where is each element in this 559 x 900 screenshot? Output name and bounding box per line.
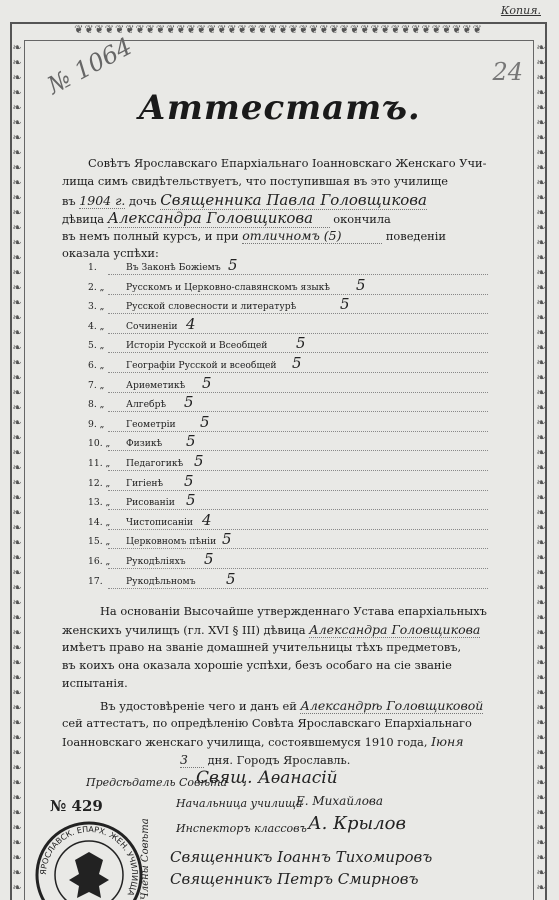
subject-row [88, 517, 193, 528]
subject-name: Рисованіи [126, 497, 175, 509]
student-name-2: Александра Головщикова [309, 622, 481, 637]
subject-dotted-line [108, 313, 488, 314]
subject-name: Ариѳметикѣ [126, 379, 186, 391]
member-1-signature: Священникъ Іоаннъ Тихомировъ [170, 848, 433, 866]
eagle-emblem-icon [69, 852, 109, 898]
subject-grade: 5 [184, 471, 194, 490]
subject-name: Церковномъ пѣніи [126, 536, 217, 548]
subject-row [88, 458, 183, 469]
intro-line-4: дѣвица Александра Головщикова окончила [62, 209, 391, 227]
subject-dotted-line [108, 372, 488, 373]
subject-name: Исторіи Русской и Всеобщей [126, 340, 268, 352]
subject-number: 14. „ [88, 516, 111, 528]
subject-row [88, 576, 196, 587]
subject-name: Рукодѣліяхъ [126, 556, 186, 567]
chairman-label: Предсѣдатель Совѣта [86, 776, 228, 789]
subject-number: 3. „ [88, 301, 105, 313]
subject-number: 6. „ [88, 360, 105, 371]
subject-grade: 5 [186, 491, 196, 510]
subject-number: 9. „ [88, 418, 105, 430]
chairman-signature: Свящ. Аѳанасій [196, 768, 338, 788]
subject-dotted-line [108, 294, 488, 295]
subject-row [88, 438, 162, 449]
subject-row [88, 321, 178, 332]
subject-name: Педагогикѣ [126, 458, 184, 469]
ornamental-border-left: ❧❧❧❧❧❧❧❧❧❧❧❧❧❧❧❧❧❧❧❧❧❧❧❧❧❧❧❧❧❧❧❧❧❧❧❧❧❧❧❧❧❧❧❧❧❧❧❧❧❧❧❧❧❧❧❧❧ [12, 41, 22, 894]
subject-dotted-line [108, 490, 488, 491]
subject-grade: 5 [222, 530, 232, 549]
basis-line-2: женскихъ училищъ (гл. XVI § III) дѣвица Александра Головщикова [62, 622, 481, 637]
register-number: № 429 [50, 797, 103, 815]
subject-grade: 4 [186, 314, 196, 333]
basis-line-5: испытанія. [62, 676, 128, 690]
subject-dotted-line [108, 509, 488, 510]
subject-name: Гигіенѣ [126, 477, 164, 489]
subject-grade: 5 [194, 452, 204, 470]
subject-grade: 5 [292, 354, 302, 372]
ornamental-border-right: ❧❧❧❧❧❧❧❧❧❧❧❧❧❧❧❧❧❧❧❧❧❧❧❧❧❧❧❧❧❧❧❧❧❧❧❧❧❧❧❧❧❧❧❧❧❧❧❧❧❧❧❧❧❧❧❧❧ [536, 41, 546, 894]
subject-row [88, 380, 185, 391]
archive-stamp-number: № 1064 [42, 32, 137, 100]
archive-corner-note: Копия. [500, 4, 541, 17]
subject-row [88, 497, 175, 508]
subject-number: 4. „ [88, 320, 105, 332]
subject-dotted-line [108, 431, 488, 432]
subject-grade: 5 [296, 334, 306, 353]
subject-name: Алгебрѣ [126, 399, 166, 411]
subject-row [88, 478, 163, 489]
inspector-label: Инспекторъ классовъ [176, 822, 307, 835]
subject-name: Въ Законѣ Божіемъ [126, 262, 221, 273]
subject-dotted-line [108, 548, 488, 549]
subject-row [88, 556, 186, 567]
student-name-3: Александрѣ Головщиковой [300, 698, 484, 713]
subject-grade: 5 [200, 412, 210, 431]
intro-line-2: лища симъ свидѣтельствуетъ, что поступившая въ это училище [62, 174, 448, 188]
subject-grade: 5 [356, 275, 366, 294]
subject-name: Геометріи [126, 418, 176, 430]
subject-name: Сочиненіи [126, 320, 178, 332]
head-label: Начальница училища [176, 797, 303, 810]
subject-grade: 4 [202, 510, 212, 529]
subject-number: 13. „ [88, 497, 111, 509]
subject-name: Физикѣ [126, 438, 163, 450]
subject-number: 17. [88, 575, 103, 587]
subject-number: 15. „ [88, 536, 111, 548]
intro-line-5: въ немъ полный курсъ, и при отличномъ (5) поведеніи [62, 228, 447, 243]
certify-line-3: Іоанновскаго женскаго училища, состоявшемуся 1910 года, Іюня [62, 734, 464, 749]
subject-grade: 5 [202, 373, 212, 392]
entry-year: 1904 г. [79, 193, 126, 208]
subject-number: 12. „ [88, 477, 111, 489]
subject-name: Географіи Русской и всеобщей [126, 360, 277, 371]
head-signature: Е. Михайлова [296, 794, 384, 808]
issue-month: Іюня [431, 734, 464, 749]
subject-dotted-line [108, 588, 488, 589]
subject-grade: 5 [340, 295, 350, 314]
school-seal [34, 820, 144, 900]
subject-grade: 5 [226, 569, 236, 588]
certify-line-2: сей аттестатъ, по опредѣленію Совѣта Ярославскаго Епархіальнаго [62, 716, 472, 730]
document-title: Аттестатъ. [138, 88, 421, 128]
subject-grade: 5 [186, 432, 196, 451]
archive-page-number: 24 [492, 58, 523, 86]
subject-name: Рукодѣльномъ [126, 575, 196, 587]
subject-number: 5. „ [88, 340, 105, 352]
conduct-grade: отличномъ (5) [242, 228, 382, 244]
member-2-signature: Священникъ Петръ Смирновъ [170, 870, 419, 888]
subject-row [88, 399, 166, 410]
father-name: Священника Павла Головщикова [160, 191, 427, 209]
subject-dotted-line [108, 470, 488, 471]
subject-row [88, 262, 221, 273]
subject-number: 16. „ [88, 556, 111, 567]
subject-number: 10. „ [88, 438, 111, 450]
intro-line-1: Совѣтъ Ярославскаго Епархіальнаго Іоанновскаго Женскаго Учи- [88, 156, 487, 170]
subject-row [88, 360, 277, 371]
subject-number: 11. „ [88, 458, 111, 469]
basis-line-3: имѣетъ право на званіе домашней учительницы тѣхъ предметовъ, [62, 640, 462, 654]
certify-line-4: 3 дня. Городъ Ярославль. [180, 752, 351, 767]
subject-row [88, 301, 296, 312]
subject-dotted-line [108, 274, 488, 275]
issue-day: 3 [180, 752, 204, 768]
subject-name: Русскомъ и Церковно-славянскомъ языкѣ [126, 281, 330, 293]
subject-dotted-line [108, 392, 488, 393]
subject-row [88, 340, 267, 351]
subject-grade: 5 [228, 256, 238, 274]
subject-row [88, 419, 176, 430]
members-label: Члены Совѣта [140, 818, 151, 900]
subject-dotted-line [108, 411, 488, 412]
subject-row [88, 282, 330, 293]
subject-number: 8. „ [88, 399, 105, 411]
subject-dotted-line [108, 568, 488, 569]
basis-line-1: На основаніи Высочайше утвержденнаго Устава епархіальныхъ [100, 604, 487, 618]
subject-grade: 5 [184, 393, 194, 412]
inspector-signature: А. Крылов [308, 813, 406, 834]
subject-number: 1. [88, 262, 97, 273]
subject-row [88, 536, 216, 547]
subject-dotted-line [108, 529, 488, 530]
subject-dotted-line [108, 450, 488, 451]
ornamental-border-top: ❦❦❦❦❦❦❦❦❦❦❦❦❦❦❦❦❦❦❦❦❦❦❦❦❦❦❦❦❦❦❦❦❦❦❦❦❦❦❦❦ [74, 23, 483, 36]
subject-number: 7. „ [88, 379, 105, 391]
basis-line-4: въ коихъ она оказала хорошіе успѣхи, безъ особаго на сіе званіе [62, 658, 452, 672]
seal-text: ЯРОСЛАВСК. ЕПАРХ. ЖЕН. УЧИЛИЩА [38, 824, 140, 898]
subject-name: Чистописаніи [126, 516, 194, 528]
certify-line-1: Въ удостовѣреніе чего и данъ ей Александрѣ Головщиковой [100, 698, 484, 713]
subject-number: 2. „ [88, 281, 105, 293]
intro-line-3: въ 1904 г. дочь Священника Павла Головщикова [62, 191, 427, 209]
student-name: Александра Головщикова [108, 209, 330, 228]
subject-name: Русской словесности и литературѣ [126, 301, 297, 313]
intro-line-6: оказала успѣхи: [62, 246, 159, 260]
subject-grade: 5 [204, 550, 214, 568]
